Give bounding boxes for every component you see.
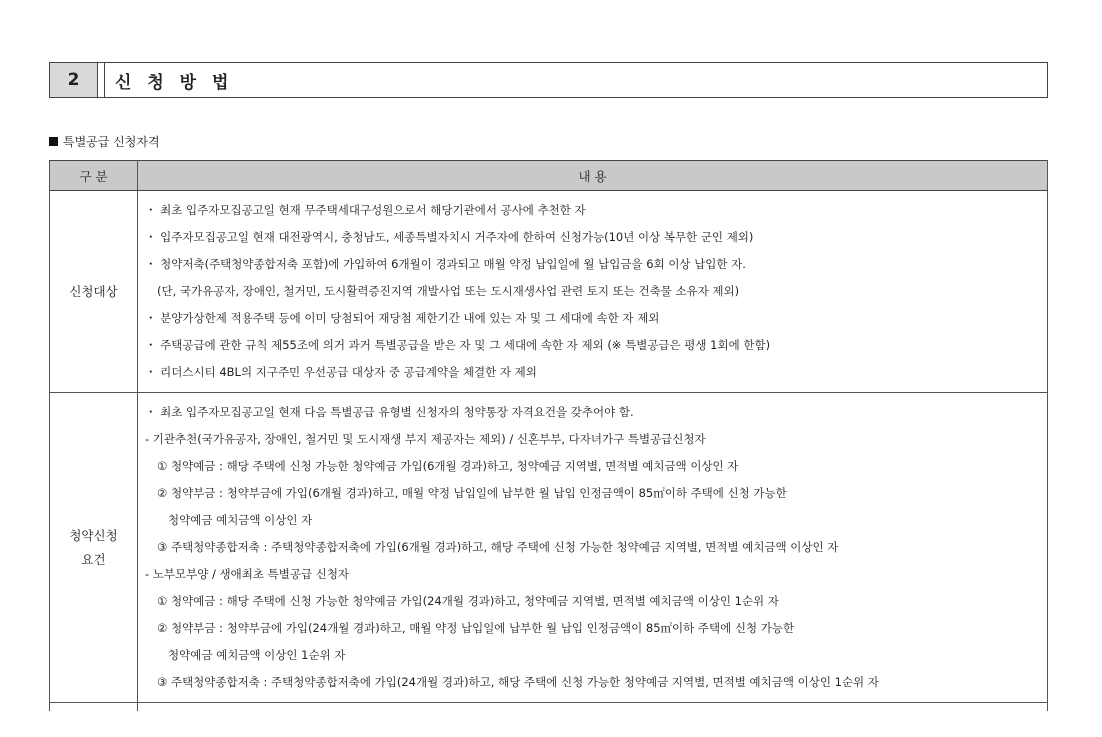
table-header-row — [50, 161, 1048, 191]
content-line: ・ 분양가상한제 적용주택 등에 이미 당첨되어 재당첨 제한기간 내에 있는 자 및 그 세대에 속한 자 제외 — [145, 311, 660, 325]
content-line: ① 청약예금 : 해당 주택에 신청 가능한 청약예금 가입(24개월 경과)하고, 청약예금 지역별, 면적별 예치금액 이상인 1순위 자 — [157, 594, 779, 608]
content-line: - 기관추천(국가유공자, 장애인, 철거민 및 도시재생 부지 제공자는 제외) / 신혼부부, 다자녀가구 특별공급신청자 — [145, 432, 706, 446]
subtitle-text: 특별공급 신청자격 — [63, 135, 160, 149]
table-row — [50, 393, 1048, 703]
row-content — [138, 393, 1048, 703]
content-line: (단, 국가유공자, 장애인, 철거민, 도시활력증진지역 개발사업 또는 도시재생사업 관련 토지 또는 건축물 소유자 제외) — [157, 284, 740, 298]
table-body — [50, 191, 1048, 712]
section-title: 신 청 방 법 — [115, 72, 234, 93]
content-line: ・ 최초 입주자모집공고일 현재 다음 특별공급 유형별 신청자의 청약통장 자격요건을 갖추어야 함. — [145, 405, 634, 419]
square-bullet-icon — [49, 137, 58, 146]
category-label: 청약신청 — [69, 527, 118, 543]
content-line: ・ 최초 입주자모집공고일 현재 무주택세대구성원으로서 해당기관에서 공사에 추천한 자 — [145, 203, 586, 217]
qualification-table — [49, 160, 1048, 711]
content-line: ① 청약예금 : 해당 주택에 신청 가능한 청약예금 가입(6개월 경과)하고, 청약예금 지역별, 면적별 예치금액 이상인 자 — [157, 459, 739, 473]
content-line: - 노부모부양 / 생애최초 특별공급 신청자 — [145, 567, 350, 581]
header-content: 내 용 — [138, 161, 1048, 191]
content-line: 청약예금 예치금액 이상인 1순위 자 — [168, 648, 346, 662]
category-label: 요건 — [81, 551, 106, 567]
row-category — [50, 393, 138, 703]
section-header — [49, 62, 1048, 98]
content-line: ② 청약부금 : 청약부금에 가입(6개월 경과)하고, 매월 약정 납입일에 납부한 월 납입 인정금액이 85㎡이하 주택에 신청 가능한 — [157, 486, 787, 500]
section-divider — [98, 63, 105, 97]
row-content — [138, 703, 1048, 712]
row-content — [138, 191, 1048, 393]
header-category: 구 분 — [50, 161, 138, 191]
row-category — [50, 191, 138, 393]
row-category — [50, 703, 138, 712]
content-line: 청약예금 예치금액 이상인 자 — [168, 513, 313, 527]
content-line: ・ 리더스시티 4BL의 지구주민 우선공급 대상자 중 공급계약을 체결한 자 제외 — [145, 365, 537, 379]
table-row — [50, 191, 1048, 393]
content-line: ・ 청약저축(주택청약종합저축 포함)에 가입하여 6개월이 경과되고 매월 약정 납입일에 월 납입금을 6회 이상 납입한 자. — [145, 257, 746, 271]
content-line: ・ 입주자모집공고일 현재 대전광역시, 충청남도, 세종특별자치시 거주자에 한하여 신청가능(10년 이상 복무한 군인 제외) — [145, 230, 754, 244]
section-number: 2 — [50, 63, 98, 97]
table-row — [50, 703, 1048, 712]
content-line: ③ 주택청약종합저축 : 주택청약종합저축에 가입(24개월 경과)하고, 해당 주택에 신청 가능한 청약예금 지역별, 면적별 예치금액 이상인 1순위 자 — [157, 675, 879, 689]
content-line: ② 청약부금 : 청약부금에 가입(24개월 경과)하고, 매월 약정 납입일에 납부한 월 납입 인정금액이 85㎡이하 주택에 신청 가능한 — [157, 621, 795, 635]
content-line: ・ 주택공급에 관한 규칙 제55조에 의거 과거 특별공급을 받은 자 및 그 세대에 속한 자 제외 (※ 특별공급은 평생 1회에 한함) — [145, 338, 771, 352]
category-label: 신청대상 — [69, 283, 118, 299]
content-line: ③ 주택청약종합저축 : 주택청약종합저축에 가입(6개월 경과)하고, 해당 주택에 신청 가능한 청약예금 지역별, 면적별 예치금액 이상인 자 — [157, 540, 839, 554]
subtitle — [49, 133, 160, 150]
